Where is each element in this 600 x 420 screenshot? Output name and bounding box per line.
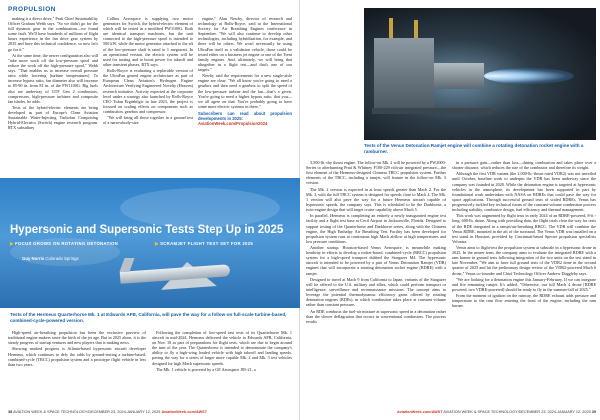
paragraph: At the same time, the newer configuration also will "take more work off the low-pressure spool and reduce the work off the high-pressure spool," Webb says. "That enables us to increase overall pressure ratio while lowering [turbine temperatures]. To increase bypass ratio, fan diameter also will increase to 85-90 in. from 81 in. of the PW1100G. Big fuels also are underway of GTF Gen 2 combustors, compressors, high-pressure turbines and composite fan blades, he adds. bbox=[8, 52, 98, 104]
photo-caption: Tests of the Venus Detonation Ramjet engine will combine a rotating detonation rocket engine with a ramburner. bbox=[364, 143, 584, 154]
publication-line: AVIATION WEEK & SPACE TECHNOLOGY/DECEMBER 23, 2024-JANUARY 12, 2025 bbox=[443, 410, 591, 414]
left-top-column-1 bbox=[8, 16, 98, 174]
paragraph: Rolls-Royce is evaluating a replacable version of the UltraFan geared engine architecture as part of European Clean Aviation's Hydrogen Engine Architecture Verifying Engineered Novelty (Heaven) research initiative. Activity expected at the corporate level under a strategy also launched by Rolls-Royce CEO Tufan Erginbilgic in late 2023, the project is focused on scaling effects on components such as combustion, gearbox and compressor. bbox=[103, 68, 193, 114]
article-title: Hypersonic and Supersonic Tests Step Up in 2025 bbox=[10, 224, 284, 236]
paragraph: From the moment of ignition on the runway, the RDRE exhaust adds pressure and temperature to the ram flow entering the front of the engine, including the ram burner. bbox=[452, 293, 596, 309]
venus-engine-test-photo bbox=[364, 8, 596, 140]
paragraph: Collins Aerospace is supplying two motor generators for Switch, the hybrid-electric element of which will be tested in a modified PW1100G. Both are identical transport machines, but the unit connected to the high-pressure spool is intended to 500 kW, while the motor generator attached to the aft of the low-pressure shaft is rated to 1 megawatt. In an operational version, the electric system will be used for taxiing and to boost power for takeoff and other transient phases, RTX says. bbox=[103, 16, 193, 67]
footer-link[interactable]: AviationWeek.com/AWST bbox=[161, 410, 208, 414]
paragraph: Following the completion of low-speed taxi tests of its Quarterhorse Mk. 1 aircraft in mid-2024, Hermeus delivered the vehicle to Edwards AFB, California, on Nov. 18 as part of preparations for flight tests, which are due to begin around the turn of the year. The Quarterhorse is intended to demonstrate the company's ability to fly a high-wing loaded vehicle with high takeoff and landing speeds, paving the way for a series of larger more capable Mk. 2 and Mk. 3 test vehicles designed for high Mach supersonic speeds. bbox=[152, 330, 292, 366]
paragraph: "We will bring all those together in a ground test of a narrowbody-size bbox=[103, 115, 193, 126]
cloud-shape bbox=[120, 188, 280, 228]
paragraph: In parallel, Hermeus is completing an entirely a newly inaugurated engine test facility and a flight test base at Cecil Airport in Jacksonville, Florida. Designed to support testing of the Quarterhorse and Darkhorse series, along with the Chimera engine, the High Enthalpy Air Breathing Test Facility has been developed for propulsion system runs at continuous high Mach airflow at high temperatures and low pressure conditions. bbox=[306, 213, 446, 244]
footer-left bbox=[8, 410, 207, 414]
banner-caption: Tests of the Hermeus Quarterhorse Mk. 1 at Edwards AFB, California, will pave the way for a follow-on full-scale turbine-based, combined-cycle-powered version. bbox=[10, 312, 287, 323]
aircraft-tail-shape bbox=[119, 258, 134, 272]
article-subtitle-left bbox=[10, 241, 118, 247]
paragraph: Another startup, Houston-based Venus Aerospace, is meanwhile making headway in efforts to develop a rocket-based, combined-cycle (RBCC) propulsion system for a high-speed transport dubbed the Stargazer M4. The hypersonic aircraft is intended to be powered by a pair of Venus Detonation Ramjet (VDR) engines that will incorporate a rotating detonation rocket engine (RDRE) with a ramjet. bbox=[306, 245, 446, 276]
test-stand-base bbox=[372, 108, 492, 114]
author-name: Guy Norris bbox=[22, 256, 45, 261]
paragraph: Designed to travel at Mach 9 from California to Japan, variants of the Stargazer will be offered to the U.S. military and allies, which could perform transport or intelligence, surveillance and reconnaissance missions. The concept aims to leverage the potential thermodynamic efficiency gains offered by rotating detonation engines (RDEs), in which combustion takes place at constant volume rather than constant pressure. bbox=[306, 276, 446, 308]
paragraph: in a pressure gain—rather than loss—during combustion and takes place over a shorter distance, which reduces the size of the combustor and therefore its weight. bbox=[452, 160, 596, 171]
paragraph: Showing marked progress is Atlanta-based hypersonic aircraft developer Hermeus, which continues to defy the odds by ground-testing a turbine-based, combined-cycle (TBCC) propulsion system and a prototype flight vehicle in less than two years. bbox=[8, 346, 146, 367]
footer-link[interactable]: AviationWeek.com/AWST bbox=[396, 410, 443, 414]
exhaust-plume bbox=[484, 68, 574, 84]
publication-line: AVIATION WEEK & SPACE TECHNOLOGY/DECEMBER 23, 2024-JANUARY 12, 2025 bbox=[13, 410, 161, 414]
section-label: PROPULSION bbox=[8, 6, 56, 13]
paragraph: This work was augmented by flight tests in early 2024 of an RDRE-powered, 8-ft.-long, 600-lb. drone. Along with providing data, the flight trials clear the way for tests of the RDE integrated in a ramjet/air-breathing RBCC. The VDR will combine the Venus RDRE, mounted in the aft of the surround. The Venus VDR was installed on a test stand in Houston, provided by Cincinnati-based Spectre propulsion specialists Velontra. bbox=[452, 213, 596, 244]
hypersonic-banner bbox=[0, 178, 300, 308]
page-number: 39 bbox=[591, 410, 596, 414]
subscriber-promo: Subscribers can read about propulsion developments in 2025: bbox=[198, 110, 292, 122]
test-rig-housing bbox=[374, 38, 434, 108]
paragraph: The Mk. 2 version is expected in at least speeds greater than Mach 2. For the Mk. 3, with the full TBCC system is designed for speeds close to Mach 4. The Mk. 1 version will also pave the way for a future Hermeus aircraft capable of hypersonic speeds, the company says. This is scheduled to be the Darkhorse, a twin-engine design that will target cruise capability above Mach 5. bbox=[306, 186, 446, 213]
engine-nozzle bbox=[434, 63, 484, 89]
footer-right bbox=[308, 410, 596, 414]
paragraph: 3,500-lb.-dry thrust engine. The follow-on Mk. 2 will be powered by a PW2000-Series to afterburning Pratt & Whitney F100-229 rich-air integrated pressure—the first element of the Hermeus-designed Chimera TBCC propulsion system. Further elements of the TBCC, including a ramjet, will feature in the follow-on Mk. 3 version. bbox=[306, 160, 446, 186]
byline bbox=[22, 256, 79, 261]
author-location: Colorado Springs bbox=[45, 256, 79, 261]
paragraph: making it a direct drive," Pratt Chief Sustainability Officer Graham Webb says. "So we didn't go for the full dynamic gear in the combination—we found some fault. We'll have hundreds of millions of flight hours experience in the fan drive gear system by 2035 and have this technical confidence, so now let's go for it." bbox=[8, 16, 98, 52]
paragraph: Although the first VDR variant (the 2,000-lb.-thrust rated VDR2) was not unveiled until October, baseline work to underpin the VDR has been underway since the company was founded in 2020. While the detonation engine is targeted at hypersonic vehicles in the atmosphere, its development has been supported in part by foundational work undertaken with NASA on RDREs that could pave the way for space applications. Through successful ground tests of scaled RDREs, Venus has progressively tackled key technical issues of the constant-volume combustion process including stability, combustor design, fuel efficiency and thermal management. bbox=[452, 171, 596, 213]
paragraph: "We are looking for a detonation engine this January-February. If we can integrate and fire remaining ramjet. It's added. "Otherwise, our full Mach 4 drone [RDRE powered, two VDRE-powered] should be ready to fly in the summer-fall of 2025." bbox=[452, 276, 596, 292]
left-top-column-3 bbox=[198, 16, 292, 174]
left-bottom-column-2 bbox=[152, 330, 292, 408]
paragraph: An RDE combusts the fuel-air mixture at supersonic speed in a detonation rather than the slower deflagration that occurs in conventional combustors. The process results bbox=[306, 308, 446, 324]
paragraph: The Mk. 1 vehicle is powered by a GE Aerospace J85-21, a bbox=[156, 366, 256, 372]
promo-link[interactable]: AviationWeek.com/Propulsion2024 bbox=[198, 121, 268, 127]
paragraph: engine," Alan Newby, director of research and technology at Rolls-Royce, said at the International Society for Air Breathing Engines conference in September. "We will also continue to develop other technologies, including hybridization, for example, and there will be others. We won't necessarily be using UltraFan itself as a validation vehicle, those could be tested either on a business jet engine or one of the Trent family engines. And, ultimately, we will bring that altogether in a flight test—and that's one of our targets." bbox=[198, 16, 292, 72]
left-top-column-2 bbox=[103, 16, 193, 174]
page-number: 38 bbox=[8, 410, 13, 414]
paragraph: Newby said the requirements for a new single-aisle engine are clear: "We all know you're going to need a gearbox and then need a gearbox to split the speed of the low-pressure turbine and the fan—that's a given. You're going to need a higher bypass ratio, that you—we all agree on that. You're probably going to have some more electric systems in there." bbox=[198, 73, 292, 109]
arrow-icon: ▶ bbox=[10, 241, 16, 246]
article-subtitle-right bbox=[155, 241, 253, 247]
paragraph: Venus aims to flight-test the propulsion system at subscale in a hypersonic drone in 2025. In the nearer term, the company aims to evaluate the integrated RDRE with a ram burner in ground tests following integration of the two units on the test stand in late November. "We aim to have full ground tests of the VDR2 done in the second quarter of 2025 and hit the preliminary design review of the VDR2-powered Mach 6 drone," Venus co-founder and Chief Technology Officer Andrew Duggleby says. bbox=[452, 245, 596, 276]
subtitle-text: FOCUS GROWS ON ROTATING DETONATION bbox=[15, 241, 119, 246]
right-column-1-top bbox=[306, 16, 360, 156]
left-bottom-column-1 bbox=[8, 330, 146, 408]
subtitle-text: SCRAMJET FLIGHT TEST SET FOR 2025 bbox=[160, 241, 254, 246]
right-column-1 bbox=[306, 160, 446, 406]
arrow-icon: ▶ bbox=[155, 241, 161, 246]
paragraph: High-speed air-breathing propulsion has been the exclusive purview of traditional engine makers since the birth of the jet age. But in 2025 alone, it is the steady progress of startup ventures and new players that is making news. bbox=[8, 330, 146, 346]
paragraph: Tests of the hybrid-electric elements are being developed as part of Europe's Clean Aviation Sustainable Water-Injecting Turbofan Comprising Hybrid-Electrics (Switch) engine research program. RTX subsidiary bbox=[8, 104, 98, 131]
right-column-2 bbox=[452, 160, 596, 406]
